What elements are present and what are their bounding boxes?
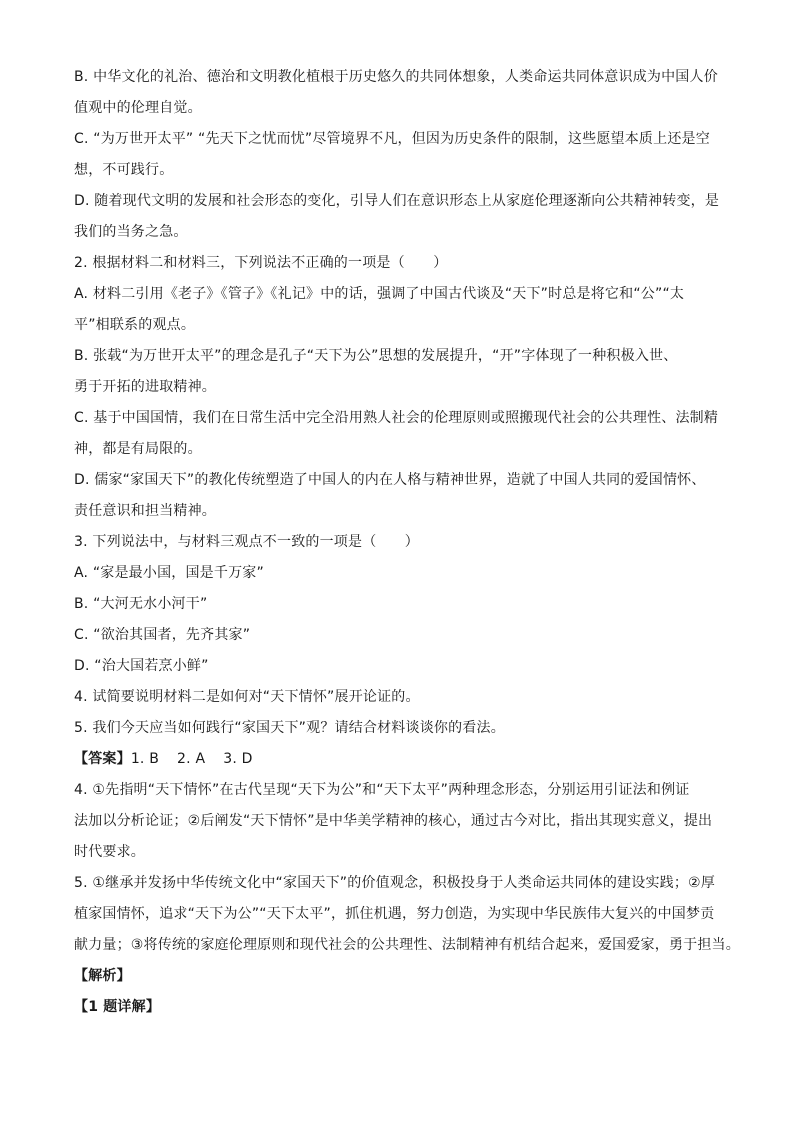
answer-text-line: 献力量；③将传统的家庭伦理原则和现代社会的公共理性、法制精神有机结合起来，爱国爱家，勇于担当。 [74,937,740,953]
text-line: 我们的当务之急。 [74,224,188,240]
text-line: C. 基于中国国情，我们在日常生活中完全沿用熟人社会的伦理原则或照搬现代社会的公共理性、法制精 [74,410,719,426]
text-line: A. 材料二引用《老子》《管子》《礼记》中的话，强调了中国古代谈及“天下”时总是将它和“公”“太 [74,286,685,302]
answer-text-line: 法加以分析论证；②后阐发“天下情怀”是中华美学精神的核心，通过古今对比，指出其现实意义，提出 [74,813,713,829]
option-c: C. “欲治其国者，先齐其家” [74,627,251,643]
answer-line [74,744,736,775]
text-line: D. 随着现代文明的发展和社会形态的变化，引导人们在意识形态上从家庭伦理逐渐向公共精神转变，是 [74,193,720,209]
text-line: 平”相联系的观点。 [74,317,196,333]
option-d: D. “治大国若烹小鲜” [74,658,209,674]
analysis-label: 【解析】 [74,968,131,984]
text-line: B. 张载“为万世开太平”的理念是孔子“天下为公”思想的发展提升，“开”字体现了一种积极入世、 [74,348,678,364]
option-b: B. “大河无水小河干” [74,596,208,612]
detail-label: 【1 题详解】 [74,999,161,1015]
question-5-stem: 5. 我们今天应当如何践行“家国天下”观？请结合材料谈谈你的看法。 [74,720,505,736]
question-2-stem: 2. 根据材料二和材料三，下列说法不正确的一项是（ ） [74,255,448,271]
answer-label: 【答案】 [74,751,131,767]
option-a: A. “家是最小国，国是千万家” [74,565,264,581]
question-3-stem: 3. 下列说法中，与材料三观点不一致的一项是（ ） [74,534,420,550]
text-line: 值观中的伦理自觉。 [74,100,202,116]
answer-2: 2. A [177,751,206,767]
answer-text-line: 植家国情怀，追求“天下为公”“天下太平”，抓住机遇，努力创造，为实现中华民族伟大复兴的中国梦贡 [74,906,715,922]
text-line: 神，都是有局限的。 [74,441,202,457]
question-4-stem: 4. 试简要说明材料二是如何对“天下情怀”展开论证的。 [74,689,420,705]
text-line: C. “为万世开太平” “先天下之忧而忧”尽管境界不凡，但因为历史条件的限制，这些愿望本质上还是空 [74,131,710,147]
text-line: 勇于开拓的进取精神。 [74,379,216,395]
document-page [74,62,740,1023]
answer-3: 3. D [223,751,253,767]
text-line: 责任意识和担当精神。 [74,503,216,519]
answer-text-line: 4. ①先指明“天下情怀”在古代呈现“天下为公”和“天下太平”两种理念形态，分别运用引证法和例证 [74,782,690,798]
answer-text-line: 5. ①继承并发扬中华传统文化中“家国天下”的价值观念，积极投身于人类命运共同体的建设实践；②厚 [74,875,716,891]
answer-text-line: 时代要求。 [74,844,145,860]
text-line: D. 儒家“家国天下”的教化传统塑造了中国人的内在人格与精神世界，造就了中国人共同的爱国情怀、 [74,472,706,488]
text-line: B. 中华文化的礼治、德治和文明教化植根于历史悠久的共同体想象，人类命运共同体意识成为中国人价 [74,69,718,85]
answer-1: 1. B [130,751,160,767]
text-line: 想，不可践行。 [74,162,174,178]
